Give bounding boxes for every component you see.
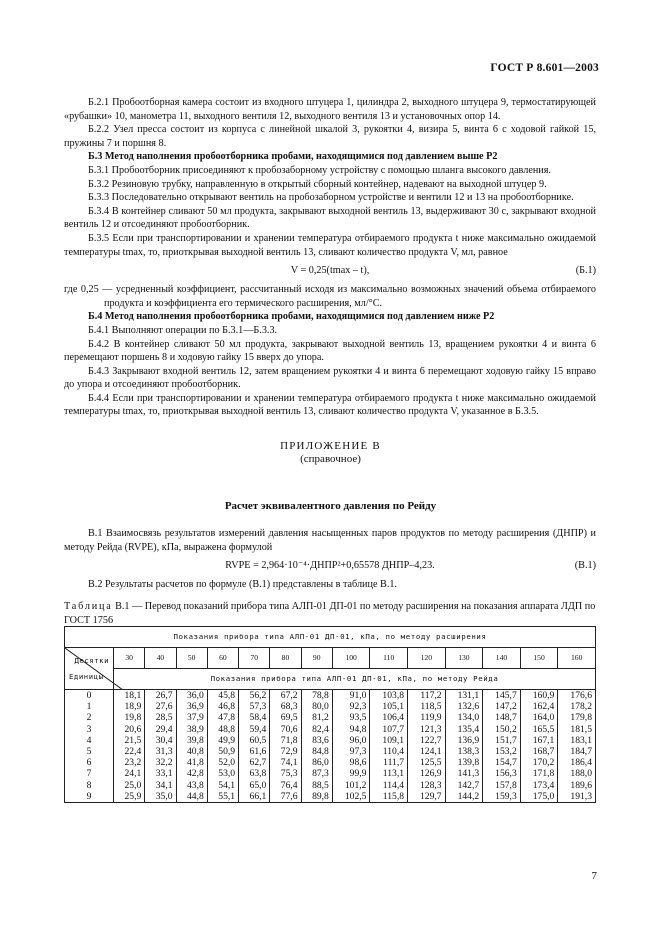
table-cell: 175,0 xyxy=(520,791,558,803)
table-cell: 102,5 xyxy=(332,791,370,803)
table-header-row-top xyxy=(65,627,596,648)
table-cell: 129,7 xyxy=(408,791,446,803)
table-header-row-columns xyxy=(65,648,596,669)
table-cell: 144,2 xyxy=(445,791,483,803)
table-cell: 118,5 xyxy=(408,701,446,712)
paragraph-b31: Б.3.1 Пробоотборник присоединяют к пробозаборному устройству с помощью шланга высокого давления. xyxy=(88,164,551,176)
table-row xyxy=(65,757,596,768)
paragraph-b35: Б.3.5 Если при транспортировании и хранении температура отбираемого продукта t ниже максимально ожидаемой температуры tmax, то, приоткрывая выходной вентиль 13, сливают количество продукта V, мл, равное xyxy=(64,232,596,258)
table-cell: 47,8 xyxy=(207,712,238,723)
table-cell: 65,0 xyxy=(239,780,270,791)
table-cell: 72,9 xyxy=(270,746,301,757)
table-cell: 135,4 xyxy=(445,724,483,735)
table-cell: 22,4 xyxy=(114,746,145,757)
table-cell: 20,6 xyxy=(114,724,145,735)
table-cell: 170,2 xyxy=(520,757,558,768)
table-cell: 27,6 xyxy=(145,701,176,712)
table-header-tens: Десятки xyxy=(74,656,109,665)
table-cell: 32,2 xyxy=(145,757,176,768)
table-cell: 48,8 xyxy=(207,724,238,735)
table-caption-prefix: Таблица xyxy=(64,601,113,612)
table-cell: 147,2 xyxy=(483,701,521,712)
table-cell: 35,0 xyxy=(145,791,176,803)
paragraph-b43: Б.4.3 Закрывают входной вентиль 12, затем вращением рукоятки 4 и винта 6 перемещают ходовую гайку 15 вправо до упора и отсоединяют пробоотборник. xyxy=(64,365,596,391)
table-cell: 28,5 xyxy=(145,712,176,723)
table-cell: 113,1 xyxy=(370,768,408,779)
table-row xyxy=(65,791,596,803)
table-column-header: 60 xyxy=(207,648,238,669)
table-cell: 186,4 xyxy=(558,757,596,768)
table-row-unit: 7 xyxy=(65,768,114,779)
table-cell: 82,4 xyxy=(301,724,332,735)
table-cell: 53,0 xyxy=(207,768,238,779)
table-cell: 131,1 xyxy=(445,690,483,702)
table-row xyxy=(65,780,596,791)
table-column-header: 150 xyxy=(520,648,558,669)
table-cell: 160,9 xyxy=(520,690,558,702)
table-cell: 30,4 xyxy=(145,735,176,746)
table-column-header: 120 xyxy=(408,648,446,669)
table-header-row-reid xyxy=(65,669,596,690)
table-cell: 139,8 xyxy=(445,757,483,768)
table-row xyxy=(65,724,596,735)
table-cell: 77,6 xyxy=(270,791,301,803)
table-cell: 103,8 xyxy=(370,690,408,702)
table-cell: 60,5 xyxy=(239,735,270,746)
table-column-header: 80 xyxy=(270,648,301,669)
table-cell: 178,2 xyxy=(558,701,596,712)
table-cell: 99,9 xyxy=(332,768,370,779)
formula-b1-number: (Б.1) xyxy=(575,265,596,277)
table-cell: 50,9 xyxy=(207,746,238,757)
table-cell: 111,7 xyxy=(370,757,408,768)
table-cell: 88,5 xyxy=(301,780,332,791)
table-cell: 42,8 xyxy=(176,768,207,779)
table-cell: 18,9 xyxy=(114,701,145,712)
table-cell: 46,8 xyxy=(207,701,238,712)
table-cell: 183,1 xyxy=(558,735,596,746)
table-cell: 98,6 xyxy=(332,757,370,768)
paragraph-v1: В.1 Взаимосвязь результатов измерений давления насыщенных паров продуктов по методу расширения (ДНПР) и методу Рейда (RVPE), кПа, выражена формулой xyxy=(64,528,596,553)
table-column-header: 70 xyxy=(239,648,270,669)
table-cell: 36,0 xyxy=(176,690,207,702)
table-cell: 121,3 xyxy=(408,724,446,735)
table-cell: 91,0 xyxy=(332,690,370,702)
table-cell: 29,4 xyxy=(145,724,176,735)
table-row-unit: 9 xyxy=(65,791,114,803)
table-cell: 96,0 xyxy=(332,735,370,746)
table-cell: 159,3 xyxy=(483,791,521,803)
table-cell: 162,4 xyxy=(520,701,558,712)
table-cell: 181,5 xyxy=(558,724,596,735)
table-cell: 54,1 xyxy=(207,780,238,791)
table-header-diagonal-cell xyxy=(65,648,114,690)
table-cell: 89,8 xyxy=(301,791,332,803)
table-cell: 44,8 xyxy=(176,791,207,803)
table-row-unit: 2 xyxy=(65,712,114,723)
table-cell: 124,1 xyxy=(408,746,446,757)
table-cell: 106,4 xyxy=(370,712,408,723)
table-cell: 23,2 xyxy=(114,757,145,768)
formula-v1-number: (В.1) xyxy=(574,560,596,572)
table-cell: 45,8 xyxy=(207,690,238,702)
table-column-header: 50 xyxy=(176,648,207,669)
table-caption-text: В.1 — Перевод показаний прибора типа АЛП-01 ДП-01 по методу расширения на показания аппарата ЛДП по ГОСТ 1756 xyxy=(64,601,596,626)
table-cell: 94,8 xyxy=(332,724,370,735)
table-column-header: 30 xyxy=(114,648,145,669)
table-cell: 80,0 xyxy=(301,701,332,712)
conversion-table xyxy=(64,626,596,803)
table-cell: 25,9 xyxy=(114,791,145,803)
table-cell: 86,0 xyxy=(301,757,332,768)
table-column-header: 110 xyxy=(370,648,408,669)
table-cell: 66,1 xyxy=(239,791,270,803)
table-row-unit: 8 xyxy=(65,780,114,791)
table-header-units: Единицы xyxy=(69,671,104,681)
table-cell: 34,1 xyxy=(145,780,176,791)
paragraph-b42: Б.4.2 В контейнер сливают 50 мл продукта, закрывают выходной вентиль 13, вращением рукоятки 4 и винта 6 перемещают поршень 8 и ходовую гайку 15 вверх до упора. xyxy=(64,338,596,364)
table-cell: 63,8 xyxy=(239,768,270,779)
table-cell: 21,5 xyxy=(114,735,145,746)
table-cell: 148,7 xyxy=(483,712,521,723)
table-cell: 188,0 xyxy=(558,768,596,779)
table-cell: 62,7 xyxy=(239,757,270,768)
formula-v1-expression: RVPE = 2,964·10⁻⁴·ДНПР²+0,65578 ДНПР–4,23. xyxy=(225,560,435,572)
table-cell: 39,8 xyxy=(176,735,207,746)
table-column-header: 100 xyxy=(332,648,370,669)
table-cell: 81,2 xyxy=(301,712,332,723)
table-cell: 164,0 xyxy=(520,712,558,723)
appendix-heading xyxy=(0,440,661,466)
table-cell: 93,5 xyxy=(332,712,370,723)
appendix-type: (справочное) xyxy=(300,453,361,465)
table-cell: 191,3 xyxy=(558,791,596,803)
table-cell: 31,3 xyxy=(145,746,176,757)
formula-b1 xyxy=(64,264,596,278)
table-cell: 156,3 xyxy=(483,768,521,779)
table-cell: 138,3 xyxy=(445,746,483,757)
appendix-title: Расчет эквивалентного давления по Рейду xyxy=(224,500,437,512)
paragraph-b41: Б.4.1 Выполняют операции по Б.3.1—Б.3.3. xyxy=(88,324,278,336)
page-number: 7 xyxy=(591,870,597,882)
table-cell: 153,2 xyxy=(483,746,521,757)
table-header-method-expansion: Показания прибора типа АЛП-01 ДП-01, кПа, по методу расширения xyxy=(65,627,596,648)
table-cell: 142,7 xyxy=(445,780,483,791)
appendix-text xyxy=(64,527,596,592)
table-cell: 115,8 xyxy=(370,791,408,803)
table-cell: 25,0 xyxy=(114,780,145,791)
table-cell: 101,2 xyxy=(332,780,370,791)
table-cell: 41,8 xyxy=(176,757,207,768)
table-cell: 33,1 xyxy=(145,768,176,779)
table-cell: 126,9 xyxy=(408,768,446,779)
table-column-header: 160 xyxy=(558,648,596,669)
table-row-unit: 5 xyxy=(65,746,114,757)
table-cell: 154,7 xyxy=(483,757,521,768)
table-cell: 59,4 xyxy=(239,724,270,735)
table-cell: 145,7 xyxy=(483,690,521,702)
table-cell: 84,8 xyxy=(301,746,332,757)
table-cell: 40,8 xyxy=(176,746,207,757)
table-cell: 157,8 xyxy=(483,780,521,791)
formula-b1-expression: V = 0,25(tmax – t), xyxy=(290,265,370,277)
table-caption xyxy=(64,600,596,627)
table-cell: 179,8 xyxy=(558,712,596,723)
paragraph-v2: В.2 Результаты расчетов по формуле (В.1) представлены в таблице В.1. xyxy=(88,579,398,591)
table-row xyxy=(65,712,596,723)
table-cell: 67,2 xyxy=(270,690,301,702)
table-cell: 168,7 xyxy=(520,746,558,757)
table-cell: 18,1 xyxy=(114,690,145,702)
table-cell: 151,7 xyxy=(483,735,521,746)
table-cell: 52,0 xyxy=(207,757,238,768)
table-cell: 78,8 xyxy=(301,690,332,702)
table-cell: 107,7 xyxy=(370,724,408,735)
table-cell: 76,4 xyxy=(270,780,301,791)
table-row xyxy=(65,690,596,702)
table-cell: 184,7 xyxy=(558,746,596,757)
table-cell: 176,6 xyxy=(558,690,596,702)
table-cell: 75,3 xyxy=(270,768,301,779)
table-cell: 74,1 xyxy=(270,757,301,768)
document-header: ГОСТ Р 8.601—2003 xyxy=(490,62,599,74)
table-row xyxy=(65,701,596,712)
table-cell: 55,1 xyxy=(207,791,238,803)
table-cell: 57,3 xyxy=(239,701,270,712)
table-cell: 61,6 xyxy=(239,746,270,757)
paragraph-b44: Б.4.4 Если при транспортировании и хранении температура отбираемого продукта t ниже максимально ожидаемой температуры tmax, то, приоткрывая выходной вентиль 13, сливают количество продукта V, указанное в Б.3.5. xyxy=(64,392,596,418)
table-cell: 92,3 xyxy=(332,701,370,712)
table-cell: 58,4 xyxy=(239,712,270,723)
table-cell: 189,6 xyxy=(558,780,596,791)
table-cell: 38,9 xyxy=(176,724,207,735)
table-cell: 132,6 xyxy=(445,701,483,712)
table-column-header: 40 xyxy=(145,648,176,669)
formula-v1 xyxy=(64,559,596,573)
table-cell: 125,5 xyxy=(408,757,446,768)
appendix-label: ПРИЛОЖЕНИЕ В xyxy=(280,440,381,452)
heading-b3: Б.3 Метод наполнения пробоотборника пробами, находящимися под давлением выше Р2 xyxy=(88,151,498,163)
table-row-unit: 3 xyxy=(65,724,114,735)
table-cell: 43,8 xyxy=(176,780,207,791)
table-cell: 136,9 xyxy=(445,735,483,746)
heading-b4: Б.4 Метод наполнения пробоотборника пробами, находящимися под давлением ниже Р2 xyxy=(88,311,495,323)
table-cell: 56,2 xyxy=(239,690,270,702)
table-cell: 19,8 xyxy=(114,712,145,723)
table-cell: 114,4 xyxy=(370,780,408,791)
table-cell: 49,9 xyxy=(207,735,238,746)
table-column-header: 140 xyxy=(483,648,521,669)
table-cell: 36,9 xyxy=(176,701,207,712)
table-row xyxy=(65,768,596,779)
paragraph-b32: Б.3.2 Резиновую трубку, направленную в открытый сборный контейнер, надевают на выходной штуцер 9. xyxy=(88,178,547,190)
table-cell: 128,3 xyxy=(408,780,446,791)
section-b-text xyxy=(64,96,596,419)
table-cell: 24,1 xyxy=(114,768,145,779)
table-column-header: 130 xyxy=(445,648,483,669)
table-cell: 165,5 xyxy=(520,724,558,735)
table-cell: 117,2 xyxy=(408,690,446,702)
table-cell: 37,9 xyxy=(176,712,207,723)
table-cell: 71,8 xyxy=(270,735,301,746)
paragraph-b34: Б.3.4 В контейнер сливают 50 мл продукта, закрывают выходной вентиль 13, выдерживают 30 с, закрывают входной вентиль 12 и отсоединяют пробоотборник. xyxy=(64,205,596,231)
table-cell: 97,3 xyxy=(332,746,370,757)
table-cell: 134,0 xyxy=(445,712,483,723)
table-cell: 105,1 xyxy=(370,701,408,712)
formula-where-note: где 0,25 — усредненный коэффициент, рассчитанный исходя из максимально возможных значений объема отбираемого продукта и коэффициента его термического расширения, мл/°С. xyxy=(64,284,596,309)
table-cell: 83,6 xyxy=(301,735,332,746)
table-cell: 70,6 xyxy=(270,724,301,735)
table-header-method-reid: Показания прибора типа АЛП-01 ДП-01, кПа, по методу Рейда xyxy=(114,669,596,690)
table-cell: 173,4 xyxy=(520,780,558,791)
table-cell: 68,3 xyxy=(270,701,301,712)
table-row xyxy=(65,735,596,746)
table-cell: 171,8 xyxy=(520,768,558,779)
table-cell: 26,7 xyxy=(145,690,176,702)
paragraph-b22: Б.2.2 Узел пресса состоит из корпуса с линейной шкалой 3, рукоятки 4, визира 5, винта 6 с ходовой гайкой 15, пружины 7 и поршня 8. xyxy=(64,124,596,149)
table-cell: 150,2 xyxy=(483,724,521,735)
table-column-header: 90 xyxy=(301,648,332,669)
table-cell: 122,7 xyxy=(408,735,446,746)
table-cell: 167,1 xyxy=(520,735,558,746)
table-cell: 110,4 xyxy=(370,746,408,757)
table-cell: 87,3 xyxy=(301,768,332,779)
paragraph-b33: Б.3.3 Последовательно открывают вентиль на пробозаборном устройстве и вентили 12 и 13 на пробоотборнике. xyxy=(88,192,574,204)
table-row-unit: 1 xyxy=(65,701,114,712)
table-row-unit: 4 xyxy=(65,735,114,746)
table-cell: 109,1 xyxy=(370,735,408,746)
table-cell: 69,5 xyxy=(270,712,301,723)
table-row-unit: 0 xyxy=(65,690,114,702)
paragraph-b21: Б.2.1 Пробоотборная камера состоит из входного штуцера 1, цилиндра 2, выходного штуцера 9, термостатирующей «рубашки» 10, манометра 11, выходного вентиля 12, выходного вентиля 13 и установочных опор 14. xyxy=(64,97,596,122)
table-row-unit: 6 xyxy=(65,757,114,768)
table-cell: 141,3 xyxy=(445,768,483,779)
table-row xyxy=(65,746,596,757)
table-cell: 119,9 xyxy=(408,712,446,723)
